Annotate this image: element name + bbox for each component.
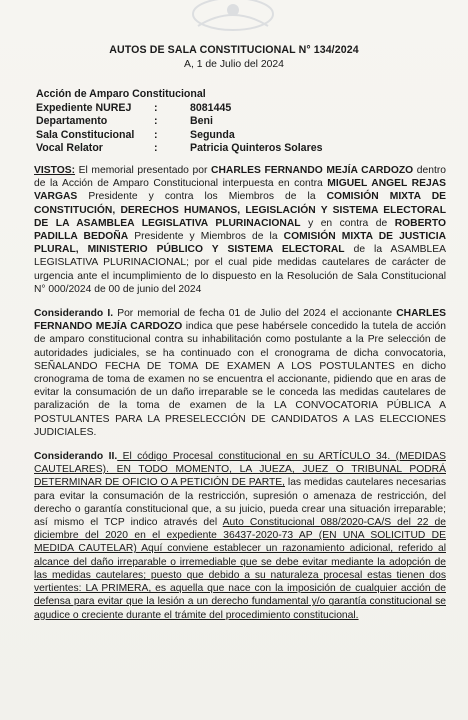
case-row-label: Expediente NUREJ bbox=[36, 101, 132, 114]
text-run: indica que pese habérsele concedido la tutela de acción de amparo constitucional contra su inhabilitación como postulante a la Pre selección de autoridades judiciales, se ha continuado con el cronograma de dicha convocatoria, SEÑALANDO FECHA DE TOMA DE EXAMEN A LOS POSTULANTES en dicho cronograma de toma de examen no se encuentra el accionante, pidiendo que en aras de evitar la consumación de un daño irreparable se le conceda las medidas cautelares de paralización de la toma de examen de la LA CONVOCATORIA PÚBLICA A POSTULANTES PARA LA PRESELECCIÓN DE CANDIDATOS A LAS ELECCIONES JUDICIALES. bbox=[34, 321, 446, 438]
case-row-label: Sala Constitucional bbox=[36, 128, 135, 141]
underlined-run: Auto Constitucional 088/2020-CA/S del 22 de diciembre del 2020 en el expediente 36437-2020-73 AP (EN UNA SOLICITUD DE MEDIDA CAUTELAR) Aquí conviene establecer un razonamiento adicional, referido al alcance del daño irreparable o irremediable que se debe evitar mediante la adopción de las medidas cautelares; puesto que debido a su naturaleza procesal estas tienen dos vertientes: LA PRIMERA, es aquella que nace con la imposición de cualquier acción de defensa para evitar que la lesión a un derecho fundamental y/o garantía constitucional se agudice o creciente durante el trámite del procedimiento constitucional. bbox=[34, 517, 446, 621]
party-name: CHARLES FERNANDO MEJÍA CARDOZO bbox=[211, 165, 414, 176]
watermark-emblem-icon bbox=[168, 0, 298, 36]
case-row-expediente bbox=[36, 102, 322, 116]
text-run: Presidente y Miembros de la bbox=[128, 231, 284, 243]
case-row-colon: : bbox=[154, 115, 158, 128]
text-run: dentro de la Acción de Amparo Constitucional interpuesta en contra bbox=[34, 165, 447, 190]
party-name: ROBERTO PADILLA BEDOÑA bbox=[34, 217, 446, 243]
case-row-colon: : bbox=[154, 142, 158, 155]
case-row-colon: : bbox=[154, 101, 158, 114]
case-row-value: 8081445 bbox=[190, 101, 232, 114]
case-row-value: Beni bbox=[190, 115, 213, 128]
case-row-label: Departamento bbox=[36, 115, 108, 128]
case-row-sala bbox=[36, 129, 322, 143]
case-row-value: Patricia Quinteros Solares bbox=[190, 142, 323, 155]
text-run: El memorial presentado por bbox=[75, 165, 212, 176]
case-row-vocal bbox=[36, 142, 322, 156]
case-header bbox=[36, 88, 322, 156]
document-date: A, 1 de Julio del 2024 bbox=[184, 59, 284, 70]
considerando-1-heading: Considerando I. bbox=[34, 308, 114, 320]
text-run: Presidente y contra los Miembros de la bbox=[77, 191, 327, 203]
case-row-label: Vocal Relator bbox=[36, 142, 103, 155]
commission-name: COMISIÓN MIXTA DE JUSTICIA PLURAL, MINISTERIO PÚBLICO Y SISTEMA ELECTORAL bbox=[34, 231, 447, 256]
vistos-heading: VISTOS: bbox=[34, 165, 76, 176]
underlined-run: El código Procesal constitucional en su ARTÍCULO 34. (MEDIDAS CAUTELARES). EN TODO MOMENTO, LA JUEZA, JUEZ O TRIBUNAL PODRÁ DETERMINAR DE OFICIO O A PETICIÓN DE PARTE, bbox=[34, 451, 446, 489]
text-run: de la ASAMBLEA LEGISLATIVA PLURINACIONAL; por el cual pide medidas cautelares de carácter de urgencia ante el incumplimiento de lo dispuesto en la Resolución de Sala Constitucional N° 000/2024 de 00 de junio del 2024 bbox=[34, 244, 446, 295]
case-type-heading: Acción de Amparo Constitucional bbox=[36, 88, 206, 100]
vistos-paragraph bbox=[34, 164, 446, 296]
case-row-colon: : bbox=[154, 128, 158, 141]
case-row-departamento bbox=[36, 115, 322, 129]
considerando-2-heading: Considerando II. bbox=[34, 451, 118, 463]
party-name: MIGUEL ANGEL REJAS VARGAS bbox=[34, 178, 446, 203]
text-run: las medidas cautelares necesarias para evitar la consumación de la restricción, supresión o amenaza de restricción, del derecho o garantía constitucional que, a su juicio, pueda crear una situación irreparable; así mismo el TCP indico através del bbox=[34, 477, 446, 529]
party-name: CHARLES FERNANDO MEJÍA CARDOZO bbox=[34, 308, 446, 333]
commission-name: COMISIÓN MIXTA DE CONSTITUCIÓN, DERECHOS HUMANOS, LEGISLACIÓN Y SISTEMA ELECTORAL DE LA ASAMBLEA LEGISLATIVA PLURINACIONAL bbox=[34, 191, 446, 229]
considerando-1-paragraph bbox=[34, 307, 446, 439]
text-run: Por memorial de fecha 01 de Julio del 2024 el accionante bbox=[113, 308, 397, 320]
document-title: AUTOS DE SALA CONSTITUCIONAL N° 134/2024 bbox=[109, 44, 359, 56]
document-body bbox=[34, 164, 446, 633]
case-row-value: Segunda bbox=[190, 128, 235, 141]
considerando-2-paragraph bbox=[34, 450, 446, 622]
text-run: y en contra de bbox=[300, 217, 395, 229]
